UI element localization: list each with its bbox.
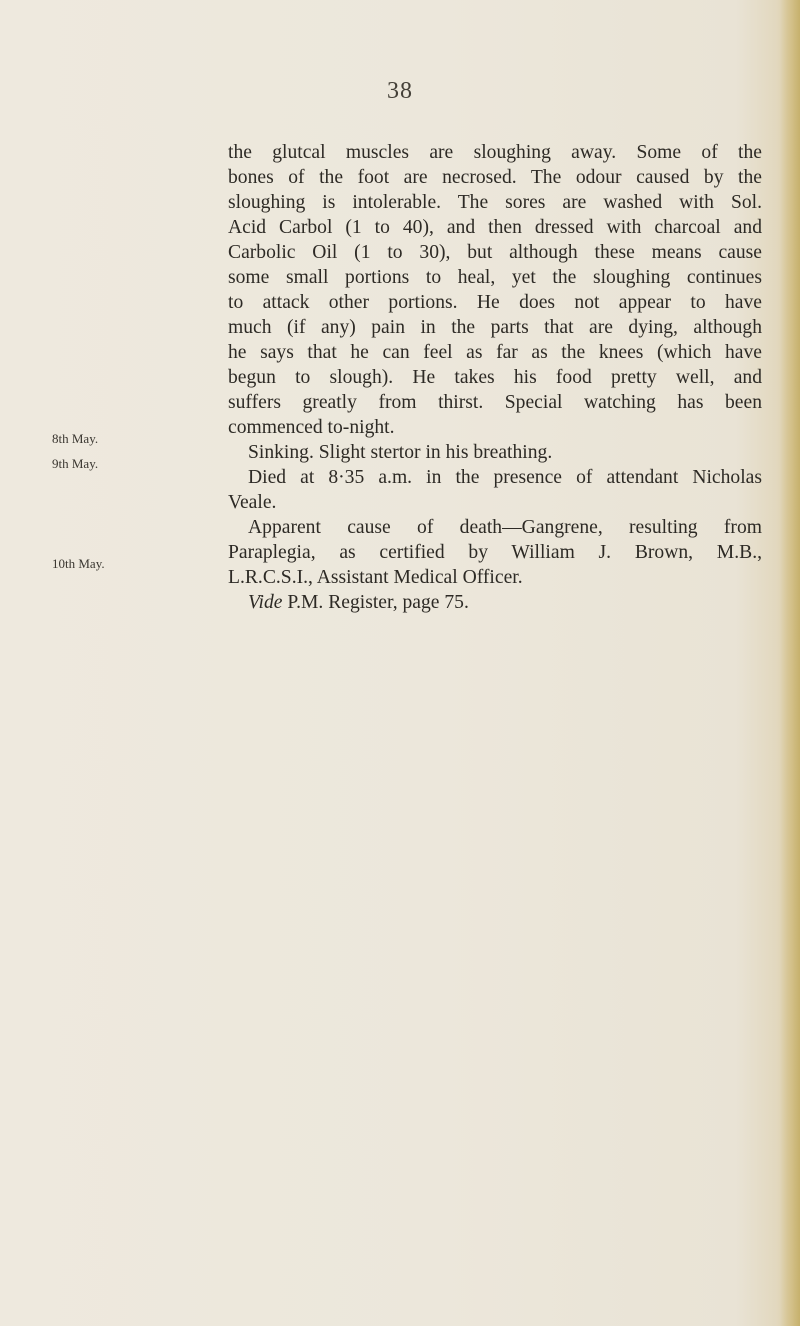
text-line: bones of the foot are necrosed. The odour caused by the xyxy=(228,167,762,188)
margin-note-8th-may: 8th May. xyxy=(52,431,99,446)
text-line: begun to slough). He takes his food pretty well, and xyxy=(228,367,762,388)
vide-italic: Vide xyxy=(248,592,283,613)
text-line: Sinking. Slight stertor in his breathing. xyxy=(248,442,553,463)
text-line: L.R.C.S.I., Assistant Medical Officer. xyxy=(228,567,523,588)
text-line: sloughing is intolerable. The sores are washed with Sol. xyxy=(228,192,762,213)
text-line: suffers greatly from thirst. Special watching has been xyxy=(228,392,762,413)
text-line: commenced to-night. xyxy=(228,417,395,438)
text-line: Acid Carbol (1 to 40), and then dressed with charcoal and xyxy=(228,217,762,238)
page-edge-shading xyxy=(780,0,800,1326)
text-line: Died at 8·35 a.m. in the presence of attendant Nicholas xyxy=(248,467,762,488)
text-line: Apparent cause of death—Gangrene, resulting from xyxy=(248,517,762,538)
text-line: Carbolic Oil (1 to 30), but although these means cause xyxy=(228,242,762,263)
text-line: Veale. xyxy=(228,492,277,513)
text-line-reference xyxy=(228,590,762,615)
text-line: some small portions to heal, yet the sloughing continues xyxy=(228,267,762,288)
reference-text: P.M. Register, page 75. xyxy=(282,592,469,613)
text-line: the glutcal muscles are sloughing away. Some of the xyxy=(228,142,762,163)
text-line: much (if any) pain in the parts that are dying, although xyxy=(228,317,762,338)
text-line: Paraplegia, as certified by William J. Brown, M.B., xyxy=(228,542,762,563)
margin-note-10th-may: 10th May. xyxy=(52,556,105,571)
margin-note-9th-may: 9th May. xyxy=(52,456,99,471)
text-line: he says that he can feel as far as the knees (which have xyxy=(228,342,762,363)
body-text xyxy=(228,140,762,615)
page-number: 38 xyxy=(387,78,413,104)
text-line: to attack other portions. He does not appear to have xyxy=(228,292,762,313)
